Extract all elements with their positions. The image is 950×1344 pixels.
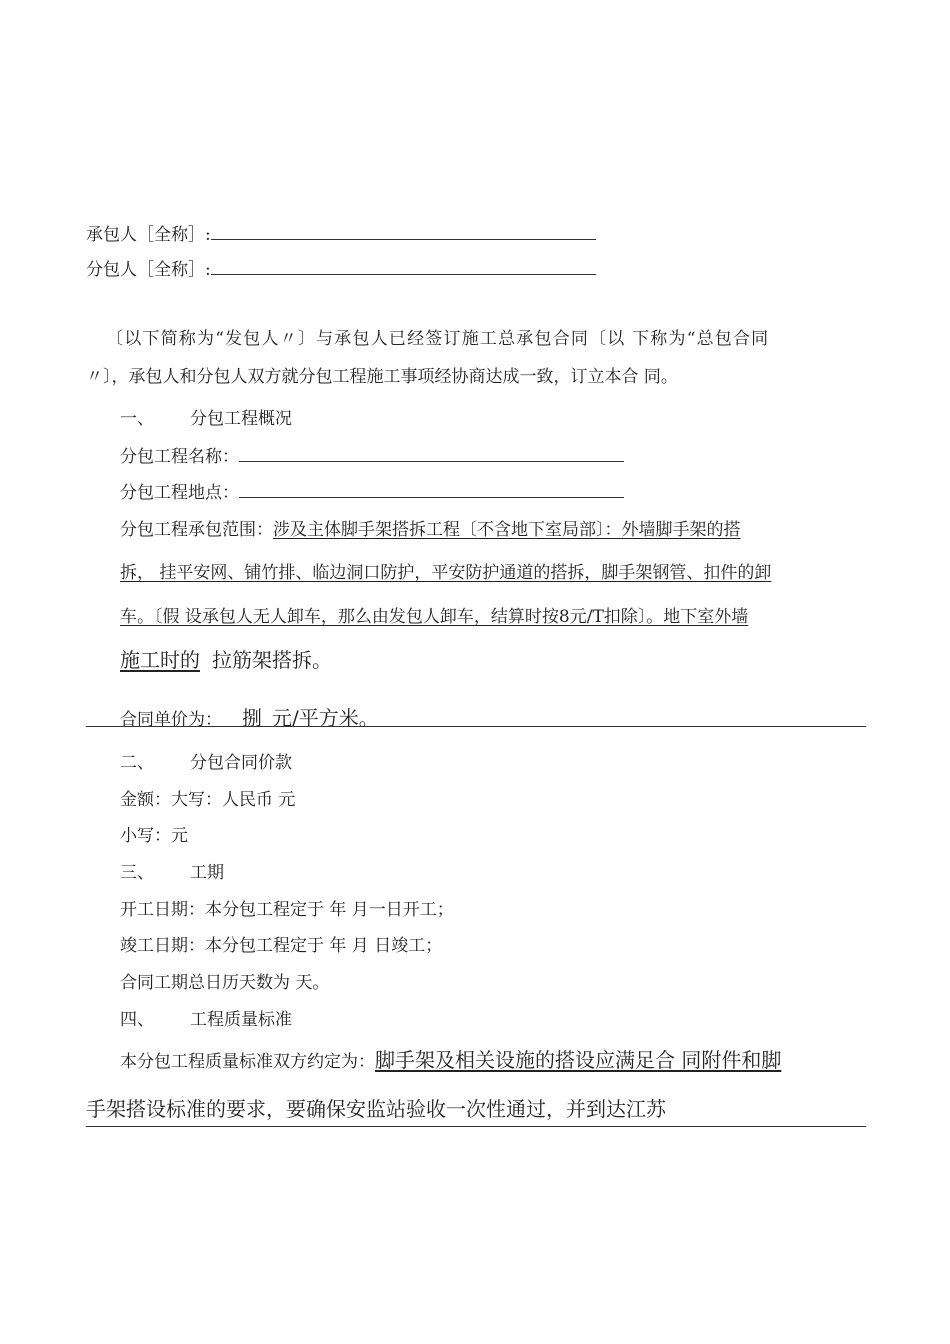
unit-price-line <box>120 705 379 731</box>
standard-rule <box>86 1126 866 1127</box>
intro-line-1: 〔以下简称为“发包人〃〕与承包人已经签订施工总承包合同〔以 下称为“总包合同 <box>106 329 770 349</box>
end-date: 竣工日期：本分包工程定于 年 月 日竣工； <box>120 936 443 956</box>
section4-number: 四、 <box>120 1010 154 1030</box>
intro-line-2: 〃〕，承包人和分包人双方就分包工程施工事项经协商达成一致，订立本合 同。 <box>86 367 678 387</box>
standard-line-1 <box>120 1047 781 1073</box>
scope-line-1 <box>120 519 741 541</box>
standard-text-1: 脚手架及相关设施的搭设应满足合 同附件和脚 <box>375 1048 782 1072</box>
project-location-blank[interactable] <box>239 483 624 498</box>
standard-line-2: 手架搭设标准的要求，要确保安监站验收一次性通过，并到达江苏 <box>86 1097 666 1121</box>
standard-label: 本分包工程质量标准双方约定为： <box>120 1052 375 1072</box>
section3-heading <box>120 862 224 884</box>
contractor-label: 承包人［全称］: <box>86 225 211 245</box>
scope-text-4b: 拉筋架搭拆。 <box>212 648 332 672</box>
project-name-blank[interactable] <box>239 447 624 462</box>
section2-title: 分包合同价款 <box>190 753 292 773</box>
scope-line-3: 车。〔假 设承包人无人卸车，那么由发包人卸车，结算时按8元/T扣除〕。地下室外墙 <box>120 607 749 627</box>
project-location-line <box>120 482 624 504</box>
section1-number: 一、 <box>120 409 154 429</box>
project-location-label: 分包工程地点： <box>120 483 239 503</box>
subcontractor-label: 分包人［全称］: <box>86 260 211 280</box>
contractor-blank[interactable] <box>211 225 596 240</box>
subcontractor-blank[interactable] <box>211 260 596 275</box>
section4-title: 工程质量标准 <box>190 1010 292 1030</box>
section3-title: 工期 <box>190 863 224 883</box>
amount-lower: 小写：元 <box>120 826 188 846</box>
section1-heading <box>120 408 292 430</box>
amount-upper: 金额：大写：人民币 元 <box>120 790 296 810</box>
scope-line-4 <box>120 647 332 673</box>
project-name-line <box>120 446 624 468</box>
unit-price-value: 捌 <box>242 706 262 730</box>
duration: 合同工期总日历天数为 天。 <box>120 973 330 993</box>
project-name-label: 分包工程名称： <box>120 447 239 467</box>
section1-title: 分包工程概况 <box>190 409 292 429</box>
start-date: 开工日期：本分包工程定于 年 月一日开工； <box>120 900 454 920</box>
unit-price-rule <box>86 726 866 727</box>
scope-line-2: 拆， 挂平安网、铺竹排、临边洞口防护，平安防护通道的搭拆，脚手架钢管、扣件的卸 <box>120 563 772 583</box>
subcontractor-line <box>86 259 596 281</box>
unit-price-unit: 元/平方米。 <box>272 706 379 730</box>
section2-heading <box>120 752 292 774</box>
section4-heading <box>120 1009 292 1031</box>
unit-price-label: 合同单价为： <box>120 710 222 730</box>
scope-text-4a: 施工时的 <box>120 648 200 672</box>
scope-text-1: 涉及主体脚手架搭拆工程〔不含地下室局部〕：外墙脚手架的搭 <box>273 520 741 540</box>
contractor-line <box>86 224 596 246</box>
scope-label: 分包工程承包范围： <box>120 520 273 540</box>
section3-number: 三、 <box>120 863 154 883</box>
section2-number: 二、 <box>120 753 154 773</box>
